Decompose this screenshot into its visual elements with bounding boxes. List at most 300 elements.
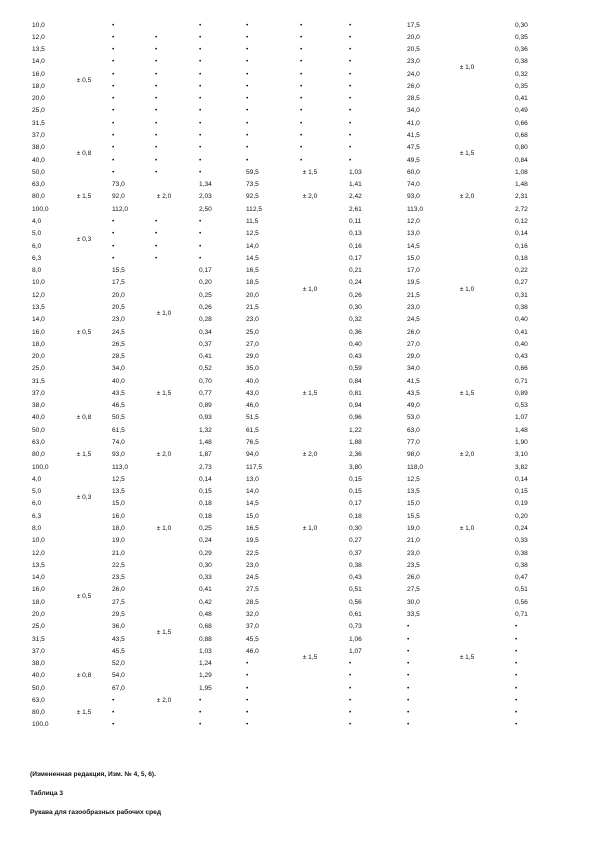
table-cell: 0,18 xyxy=(515,254,528,262)
table-cell: 27,0 xyxy=(407,340,420,348)
table-cell: • xyxy=(349,696,352,704)
table-cell: 60,0 xyxy=(407,168,420,176)
table-cell: 1,07 xyxy=(515,414,528,422)
table-cell: • xyxy=(300,21,303,29)
table-cell: 93,0 xyxy=(407,193,420,201)
table-cell: 2,31 xyxy=(515,193,528,201)
table-cell: 0,15 xyxy=(349,475,362,483)
table-cell: • xyxy=(112,721,115,729)
table-cell: • xyxy=(112,107,115,115)
inner-diameter-cell: 16,0 xyxy=(32,328,45,336)
table-cell: 1,48 xyxy=(515,181,528,189)
table-cell: • xyxy=(515,684,518,692)
table-cell: • xyxy=(199,33,202,41)
table-cell: • xyxy=(199,230,202,238)
table-cell: 2,36 xyxy=(349,451,362,459)
tolerance-cell: ± 1,5 xyxy=(156,389,172,397)
table-title: Рукава для газообразных рабочих сред xyxy=(30,809,162,816)
table-cell: 0,16 xyxy=(515,242,528,250)
table-cell: 0,71 xyxy=(515,377,528,385)
table-cell: 20,0 xyxy=(246,291,259,299)
table-cell: 15,5 xyxy=(407,512,420,520)
table-cell: • xyxy=(300,46,303,54)
table-cell: 19,0 xyxy=(407,524,420,532)
table-cell: • xyxy=(300,119,303,127)
table-cell: 0,31 xyxy=(515,291,528,299)
table-cell: • xyxy=(300,70,303,78)
table-cell: 117,5 xyxy=(246,463,263,471)
table-cell: • xyxy=(112,132,115,140)
table-cell: • xyxy=(407,684,410,692)
table-cell: 0,42 xyxy=(199,598,212,606)
table-cell: 0,77 xyxy=(199,389,212,397)
inner-diameter-cell: 25,0 xyxy=(32,623,45,631)
table-cell: 16,5 xyxy=(246,524,259,532)
inner-diameter-cell: 38,0 xyxy=(32,402,45,410)
table-cell: 23,0 xyxy=(246,561,259,569)
table-cell: 0,84 xyxy=(349,377,362,385)
table-cell: 0,41 xyxy=(515,328,528,336)
table-cell: 21,5 xyxy=(407,291,420,299)
table-cell: 73,5 xyxy=(246,181,259,189)
table-caption: Таблица 3 xyxy=(30,790,63,797)
inner-diameter-cell: 18,0 xyxy=(32,340,45,348)
table-cell: 18,5 xyxy=(246,279,259,287)
table-cell: 13,5 xyxy=(407,488,420,496)
table-cell: 0,38 xyxy=(349,561,362,569)
inner-diameter-cell: 10,0 xyxy=(32,537,45,545)
inner-diameter-cell: 100,0 xyxy=(32,721,49,729)
table-cell: 0,70 xyxy=(199,377,212,385)
table-cell: 22,5 xyxy=(112,561,125,569)
table-cell: 0,40 xyxy=(515,316,528,324)
table-cell: 0,71 xyxy=(515,610,528,618)
table-cell: 14,5 xyxy=(246,254,259,262)
table-cell: 0,66 xyxy=(515,119,528,127)
table-cell: 0,41 xyxy=(515,95,528,103)
table-cell: 0,19 xyxy=(515,500,528,508)
inner-diameter-cell: 12,0 xyxy=(32,549,45,557)
table-cell: • xyxy=(407,623,410,631)
table-cell: 0,53 xyxy=(515,402,528,410)
table-cell: • xyxy=(112,242,115,250)
table-cell: 37,0 xyxy=(246,623,259,631)
table-cell: 0,32 xyxy=(515,70,528,78)
table-cell: 27,5 xyxy=(246,586,259,594)
table-cell: 0,25 xyxy=(199,291,212,299)
table-cell: • xyxy=(155,107,158,115)
table-cell: • xyxy=(199,168,202,176)
table-cell: 0,36 xyxy=(515,46,528,54)
table-cell: 0,96 xyxy=(349,414,362,422)
table-cell: 0,43 xyxy=(349,574,362,582)
table-cell: • xyxy=(112,46,115,54)
tolerance-cell: ± 0,8 xyxy=(76,150,92,158)
table-cell: 16,0 xyxy=(112,512,125,520)
table-cell: • xyxy=(199,709,202,717)
table-cell: 36,0 xyxy=(112,623,125,631)
table-cell: 26,5 xyxy=(112,340,125,348)
tolerance-cell: ± 1,5 xyxy=(76,709,92,717)
inner-diameter-cell: 14,0 xyxy=(32,58,45,66)
inner-diameter-cell: 37,0 xyxy=(32,132,45,140)
inner-diameter-cell: 6,3 xyxy=(32,254,42,262)
inner-diameter-cell: 8,0 xyxy=(32,267,42,275)
table-cell: • xyxy=(112,21,115,29)
inner-diameter-cell: 4,0 xyxy=(32,475,42,483)
table-cell: 49,5 xyxy=(407,156,420,164)
table-cell: • xyxy=(349,132,352,140)
table-cell: • xyxy=(246,132,249,140)
table-cell: 98,0 xyxy=(407,451,420,459)
table-cell: 0,27 xyxy=(349,537,362,545)
table-cell: 0,88 xyxy=(199,635,212,643)
table-cell: 0,14 xyxy=(515,230,528,238)
table-cell: • xyxy=(199,119,202,127)
table-cell: 3,80 xyxy=(349,463,362,471)
table-cell: 0,89 xyxy=(515,389,528,397)
table-cell: 0,26 xyxy=(349,291,362,299)
amendment-note: (Измененная редакция, Изм. № 4, 5, 6). xyxy=(30,771,156,778)
table-cell: 13,0 xyxy=(407,230,420,238)
inner-diameter-cell: 80,0 xyxy=(32,193,45,201)
table-cell: • xyxy=(349,46,352,54)
table-cell: 0,30 xyxy=(515,21,528,29)
table-cell: 0,20 xyxy=(515,512,528,520)
table-cell: 0,17 xyxy=(349,254,362,262)
table-cell: 0,94 xyxy=(349,402,362,410)
inner-diameter-cell: 6,0 xyxy=(32,242,42,250)
table-cell: • xyxy=(155,33,158,41)
inner-diameter-cell: 100,0 xyxy=(32,463,49,471)
table-cell: 24,5 xyxy=(407,316,420,324)
table-cell: • xyxy=(155,132,158,140)
tolerance-cell: ± 1,5 xyxy=(459,150,475,158)
table-cell: 19,5 xyxy=(407,279,420,287)
table-cell: 21,0 xyxy=(112,549,125,557)
table-cell: 1,95 xyxy=(199,684,212,692)
table-cell: 1,87 xyxy=(199,451,212,459)
inner-diameter-cell: 31,5 xyxy=(32,119,45,127)
tolerance-cell: ± 1,5 xyxy=(76,451,92,459)
table-cell: • xyxy=(199,21,202,29)
table-cell: 15,0 xyxy=(407,500,420,508)
tolerance-cell: ± 1,5 xyxy=(156,629,172,637)
table-cell: • xyxy=(199,254,202,262)
table-cell: 12,5 xyxy=(112,475,125,483)
table-cell: 15,0 xyxy=(407,254,420,262)
table-cell: • xyxy=(155,168,158,176)
table-cell: 17,0 xyxy=(407,267,420,275)
table-cell: 20,5 xyxy=(407,46,420,54)
table-cell: • xyxy=(112,168,115,176)
table-cell: • xyxy=(349,709,352,717)
table-cell: 23,0 xyxy=(112,316,125,324)
inner-diameter-cell: 6,3 xyxy=(32,512,42,520)
table-cell: 0,68 xyxy=(199,623,212,631)
tolerance-cell: ± 2,0 xyxy=(302,451,318,459)
table-cell: 93,0 xyxy=(112,451,125,459)
table-cell: • xyxy=(246,684,249,692)
table-cell: 0,68 xyxy=(515,132,528,140)
table-cell: • xyxy=(155,58,158,66)
table-cell: 14,0 xyxy=(246,242,259,250)
table-cell: 20,0 xyxy=(407,33,420,41)
table-cell: 19,5 xyxy=(246,537,259,545)
table-cell: 0,21 xyxy=(349,267,362,275)
inner-diameter-cell: 63,0 xyxy=(32,439,45,447)
table-cell: 1,03 xyxy=(349,168,362,176)
table-cell: • xyxy=(300,132,303,140)
inner-diameter-cell: 5,0 xyxy=(32,230,42,238)
table-cell: 40,0 xyxy=(246,377,259,385)
table-cell: • xyxy=(155,82,158,90)
inner-diameter-cell: 10,0 xyxy=(32,279,45,287)
table-cell: 0,24 xyxy=(349,279,362,287)
table-cell: 0,43 xyxy=(515,353,528,361)
table-cell: • xyxy=(349,107,352,115)
table-cell: • xyxy=(112,144,115,152)
table-cell: • xyxy=(515,672,518,680)
table-cell: 0,24 xyxy=(199,537,212,545)
table-cell: 94,0 xyxy=(246,451,259,459)
table-cell: 0,30 xyxy=(199,561,212,569)
table-cell: • xyxy=(300,82,303,90)
table-cell: • xyxy=(407,647,410,655)
inner-diameter-cell: 37,0 xyxy=(32,647,45,655)
table-cell: 26,0 xyxy=(407,328,420,336)
table-cell: 53,0 xyxy=(407,414,420,422)
table-cell: 1,22 xyxy=(349,426,362,434)
table-cell: 13,0 xyxy=(246,475,259,483)
tolerance-cell: ± 0,8 xyxy=(76,414,92,422)
table-cell: • xyxy=(199,242,202,250)
tolerance-cell: ± 2,0 xyxy=(459,451,475,459)
table-cell: 51,5 xyxy=(246,414,259,422)
table-cell: • xyxy=(155,156,158,164)
table-cell: • xyxy=(300,156,303,164)
tolerance-cell: ± 1,5 xyxy=(302,389,318,397)
table-cell: • xyxy=(199,46,202,54)
inner-diameter-cell: 20,0 xyxy=(32,353,45,361)
table-cell: • xyxy=(407,672,410,680)
table-cell: 24,0 xyxy=(407,70,420,78)
table-cell: 113,0 xyxy=(407,205,424,213)
table-cell: • xyxy=(349,70,352,78)
tolerance-cell: ± 1,5 xyxy=(459,389,475,397)
table-cell: 43,0 xyxy=(246,389,259,397)
table-cell: 20,5 xyxy=(112,303,125,311)
table-cell: • xyxy=(349,684,352,692)
table-cell: 0,17 xyxy=(349,500,362,508)
table-cell: 1,03 xyxy=(199,647,212,655)
table-cell: 92,5 xyxy=(246,193,259,201)
inner-diameter-cell: 8,0 xyxy=(32,524,42,532)
table-cell: • xyxy=(155,46,158,54)
inner-diameter-cell: 6,0 xyxy=(32,500,42,508)
inner-diameter-cell: 50,0 xyxy=(32,426,45,434)
table-cell: 1,34 xyxy=(199,181,212,189)
table-cell: 0,48 xyxy=(199,610,212,618)
table-cell: 3,82 xyxy=(515,463,528,471)
table-cell: • xyxy=(349,82,352,90)
table-cell: • xyxy=(515,696,518,704)
tolerance-cell: ± 0,5 xyxy=(76,76,92,84)
table-cell: 0,51 xyxy=(349,586,362,594)
inner-diameter-cell: 13,5 xyxy=(32,46,45,54)
inner-diameter-cell: 38,0 xyxy=(32,660,45,668)
table-cell: 0,37 xyxy=(349,549,362,557)
table-cell: 0,30 xyxy=(349,524,362,532)
table-cell: 0,37 xyxy=(199,340,212,348)
table-cell: • xyxy=(199,107,202,115)
table-cell: 0,38 xyxy=(515,303,528,311)
table-cell: • xyxy=(515,647,518,655)
table-cell: • xyxy=(112,156,115,164)
table-cell: 63,0 xyxy=(407,426,420,434)
table-cell: 35,0 xyxy=(246,365,259,373)
table-cell: 26,0 xyxy=(407,574,420,582)
table-cell: • xyxy=(349,95,352,103)
table-cell: 23,5 xyxy=(407,561,420,569)
inner-diameter-cell: 80,0 xyxy=(32,451,45,459)
table-cell: 92,0 xyxy=(112,193,125,201)
table-cell: 1,29 xyxy=(199,672,212,680)
table-cell: 54,0 xyxy=(112,672,125,680)
table-cell: • xyxy=(407,709,410,717)
table-cell: 0,12 xyxy=(515,217,528,225)
table-cell: 0,66 xyxy=(515,365,528,373)
table-cell: 24,5 xyxy=(112,328,125,336)
table-cell: 41,5 xyxy=(407,377,420,385)
table-cell: 2,50 xyxy=(199,205,212,213)
table-cell: 0,84 xyxy=(515,156,528,164)
table-cell: 0,24 xyxy=(515,524,528,532)
table-cell: 33,5 xyxy=(407,610,420,618)
table-cell: • xyxy=(199,217,202,225)
table-cell: • xyxy=(407,635,410,643)
table-cell: 46,0 xyxy=(246,647,259,655)
table-cell: • xyxy=(246,107,249,115)
inner-diameter-cell: 31,5 xyxy=(32,635,45,643)
table-cell: 0,61 xyxy=(349,610,362,618)
table-cell: • xyxy=(199,144,202,152)
inner-diameter-cell: 31,5 xyxy=(32,377,45,385)
table-cell: • xyxy=(155,119,158,127)
table-cell: 0,33 xyxy=(199,574,212,582)
table-cell: 14,5 xyxy=(246,500,259,508)
table-cell: 0,14 xyxy=(515,475,528,483)
table-cell: 28,5 xyxy=(407,95,420,103)
table-cell: 2,73 xyxy=(199,463,212,471)
tolerance-cell: ± 0,3 xyxy=(76,236,92,244)
table-cell: 21,0 xyxy=(407,537,420,545)
table-cell: • xyxy=(300,58,303,66)
table-cell: 0,15 xyxy=(199,488,212,496)
inner-diameter-cell: 100,0 xyxy=(32,205,49,213)
table-cell: • xyxy=(112,230,115,238)
inner-diameter-cell: 25,0 xyxy=(32,365,45,373)
table-cell: 1,90 xyxy=(515,439,528,447)
table-cell: 61,5 xyxy=(112,426,125,434)
table-cell: 0,18 xyxy=(349,512,362,520)
table-cell: • xyxy=(515,660,518,668)
table-cell: • xyxy=(349,144,352,152)
table-cell: 15,0 xyxy=(112,500,125,508)
table-cell: 19,0 xyxy=(112,537,125,545)
inner-diameter-cell: 63,0 xyxy=(32,181,45,189)
table-cell: 118,0 xyxy=(407,463,424,471)
table-cell: • xyxy=(155,254,158,262)
tolerance-cell: ± 0,3 xyxy=(76,494,92,502)
table-cell: 52,0 xyxy=(112,660,125,668)
table-cell: 0,35 xyxy=(515,33,528,41)
table-cell: 23,0 xyxy=(407,58,420,66)
table-cell: 1,48 xyxy=(199,439,212,447)
table-cell: 0,25 xyxy=(199,524,212,532)
table-cell: 41,0 xyxy=(407,119,420,127)
table-cell: • xyxy=(349,33,352,41)
table-cell: • xyxy=(349,119,352,127)
table-cell: 1,24 xyxy=(199,660,212,668)
table-cell: 0,18 xyxy=(199,512,212,520)
table-cell: 0,20 xyxy=(199,279,212,287)
table-cell: • xyxy=(246,21,249,29)
table-cell: 30,0 xyxy=(407,598,420,606)
table-cell: 1,06 xyxy=(349,635,362,643)
table-cell: • xyxy=(349,721,352,729)
tolerance-cell: ± 1,0 xyxy=(156,524,172,532)
table-cell: 0,27 xyxy=(515,279,528,287)
table-cell: 0,13 xyxy=(349,230,362,238)
table-cell: 14,5 xyxy=(407,242,420,250)
table-cell: 2,03 xyxy=(199,193,212,201)
table-cell: 45,5 xyxy=(112,647,125,655)
table-cell: 0,36 xyxy=(349,328,362,336)
table-cell: 25,0 xyxy=(246,328,259,336)
table-cell: • xyxy=(246,672,249,680)
inner-diameter-cell: 18,0 xyxy=(32,598,45,606)
table-cell: • xyxy=(112,82,115,90)
table-cell: • xyxy=(155,230,158,238)
table-cell: • xyxy=(300,33,303,41)
inner-diameter-cell: 5,0 xyxy=(32,488,42,496)
table-cell: 41,5 xyxy=(407,132,420,140)
table-cell: 0,30 xyxy=(349,303,362,311)
tolerance-cell: ± 1,0 xyxy=(459,285,475,293)
inner-diameter-cell: 20,0 xyxy=(32,95,45,103)
table-cell: • xyxy=(112,33,115,41)
table-cell: 28,5 xyxy=(112,353,125,361)
table-cell: • xyxy=(246,33,249,41)
tolerance-cell: ± 2,0 xyxy=(156,193,172,201)
table-cell: 1,08 xyxy=(515,168,528,176)
table-cell: • xyxy=(199,58,202,66)
table-cell: 50,5 xyxy=(112,414,125,422)
inner-diameter-cell: 12,0 xyxy=(32,33,45,41)
table-cell: 59,5 xyxy=(246,168,259,176)
tolerance-cell: ± 1,5 xyxy=(302,653,318,661)
table-cell: • xyxy=(407,696,410,704)
table-cell: • xyxy=(246,660,249,668)
table-cell: • xyxy=(246,119,249,127)
table-cell: • xyxy=(246,721,249,729)
table-cell: • xyxy=(112,709,115,717)
table-cell: 32,0 xyxy=(246,610,259,618)
table-cell: 74,0 xyxy=(407,181,420,189)
table-cell: 23,0 xyxy=(407,303,420,311)
table-cell: 112,0 xyxy=(112,205,129,213)
